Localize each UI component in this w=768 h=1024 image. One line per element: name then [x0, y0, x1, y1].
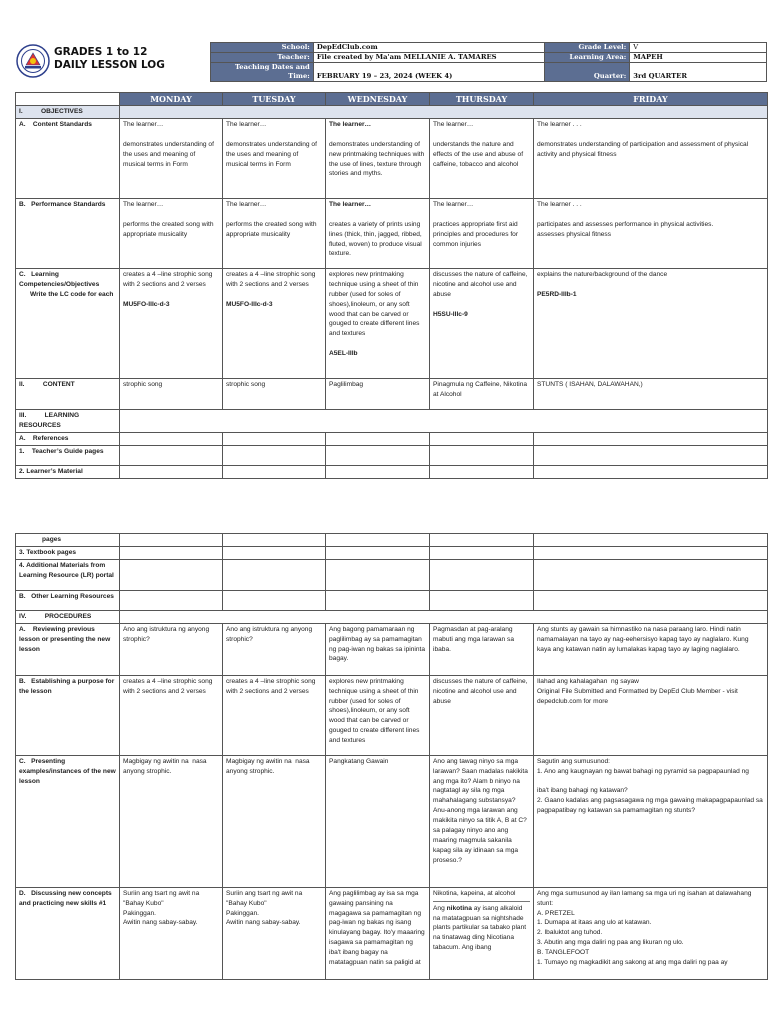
- quarter-label: Quarter:: [545, 63, 630, 82]
- discussing-tue: Suriin ang tsart ng awit na "Bahay Kubo" Pakinggan. Awitin nang sabay-sabay.: [223, 887, 326, 979]
- dates-value: FEBRUARY 19 – 23, 2024 (WEEK 4): [313, 63, 545, 82]
- day-friday: FRIDAY: [534, 93, 768, 106]
- competencies-fri: explains the nature/background of the dance PE5RD-IIIb-1: [534, 268, 768, 378]
- empty-cell: [223, 465, 326, 478]
- content-standards-thu: The learner… understands the nature and effects of the use and abuse of caffeine, tobacco and alcohol: [430, 118, 534, 198]
- reviewing-wed: Ang bagong pamamaraan ng paglilimbag ay sa pamamagitan ng pag-iwan ng bakas sa ipininta bagay.: [326, 623, 430, 675]
- procedures-spacer: [120, 610, 768, 623]
- empty-cell: [430, 559, 534, 590]
- empty-cell: [534, 559, 768, 590]
- teachers-guide-label: 1. Teacher’s Guide pages: [16, 445, 120, 465]
- competencies-tue: creates a 4 –line strophic song with 2 sections and 2 verses MU5FO-IIIc-d-3: [223, 268, 326, 378]
- header-info-table: [210, 42, 767, 82]
- teacher-value: File created by Ma'am MELLANIE A. TAMARES: [313, 53, 545, 63]
- presenting-wed: Pangkatang Gawain: [326, 755, 430, 887]
- content-standards-wed: The learner… demonstrates understanding of new printmaking techniques with the use of lines, texture through stories and myths.: [326, 118, 430, 198]
- empty-cell: [326, 590, 430, 610]
- lesson-log-table-page-1: [15, 92, 768, 479]
- grade-level-label: Grade Level:: [545, 43, 630, 53]
- empty-cell: [223, 546, 326, 559]
- reviewing-thu: Pagmasdan at pag-aralang mabuti ang mga larawan sa ibaba.: [430, 623, 534, 675]
- performance-standards-label: B. Performance Standards: [16, 198, 120, 268]
- title-line-1: GRADES 1 to 12: [54, 46, 148, 58]
- content-standards-fri: The learner . . . demonstrates understanding of participation and assessment of physical activity and physical fitness: [534, 118, 768, 198]
- empty-cell: [534, 432, 768, 445]
- empty-cell: [120, 445, 223, 465]
- empty-cell: [430, 465, 534, 478]
- empty-cell: [120, 432, 223, 445]
- reviewing-mon: Ano ang istruktura ng anyong strophic?: [120, 623, 223, 675]
- empty-cell: [430, 445, 534, 465]
- competencies-wed: explores new printmaking technique using a sheet of thin rubber (used for soles of shoes),linoleum, or any soft wood that can be carved or gouged to create different lines and textures A5EL-IIIb: [326, 268, 430, 378]
- objectives-spacer: [120, 106, 768, 119]
- empty-cell: [223, 590, 326, 610]
- purpose-label: B. Establishing a purpose for the lesson: [16, 675, 120, 755]
- empty-cell: [120, 559, 223, 590]
- purpose-thu: discusses the nature of caffeine, nicotine and alcohol use and abuse: [430, 675, 534, 755]
- competencies-label: C. Learning Competencies/Objectives Write the LC code for each: [16, 268, 120, 378]
- empty-cell: [120, 534, 223, 547]
- competencies-thu: discusses the nature of caffeine, nicotine and alcohol use and abuse H5SU-IIIc-9: [430, 268, 534, 378]
- references-label: A. References: [16, 432, 120, 445]
- empty-cell: [120, 590, 223, 610]
- reviewing-label: A. Reviewing previous lesson or presenting the new lesson: [16, 623, 120, 675]
- empty-cell: [534, 546, 768, 559]
- learning-resources-label: III. LEARNING RESOURCES: [16, 409, 120, 432]
- quarter-value: 3rd QUARTER: [630, 63, 767, 82]
- textbook-pages-label: 3. Textbook pages: [16, 546, 120, 559]
- empty-cell: [430, 590, 534, 610]
- purpose-tue: creates a 4 –line strophic song with 2 sections and 2 verses: [223, 675, 326, 755]
- day-thursday: THURSDAY: [430, 93, 534, 106]
- content-label: II. CONTENT: [16, 378, 120, 409]
- empty-cell: [534, 534, 768, 547]
- procedures-header: IV. PROCEDURES: [16, 610, 120, 623]
- competencies-mon: creates a 4 –line strophic song with 2 sections and 2 verses MU5FO-IIIc-d-3: [120, 268, 223, 378]
- content-fri: STUNTS ( ISAHAN, DALAWAHAN,): [534, 378, 768, 409]
- performance-standards-fri: The learner . . . participates and assesses performance in physical activities. assesses physical fitness: [534, 198, 768, 268]
- empty-cell: [120, 465, 223, 478]
- empty-cell: [326, 559, 430, 590]
- grade-level-value: V: [630, 43, 767, 53]
- day-wednesday: WEDNESDAY: [326, 93, 430, 106]
- lesson-log-table-page-2: [15, 533, 768, 980]
- learning-area-value: MAPEH: [630, 53, 767, 63]
- lc-code-wed: A5EL-IIIb: [329, 350, 358, 358]
- purpose-fri: Ilahad ang kahalagahan ng sayaw Original File Submitted and Formatted by DepEd Club Member - visit depedclub.com for more: [534, 675, 768, 755]
- empty-cell: [534, 590, 768, 610]
- purpose-mon: creates a 4 –line strophic song with 2 sections and 2 verses: [120, 675, 223, 755]
- empty-cell: [223, 534, 326, 547]
- reviewing-tue: Ano ang istruktura ng anyong strophic?: [223, 623, 326, 675]
- discussing-fri: Ang mga sumusunod ay ilan lamang sa mga uri ng isahan at dalawahang stunt: A. PRETZEL 1. Dumapa at itaas ang ulo at katawan. 2. Ibaluktot ang tuhod. 3. Abutin ang mga daliri ng paa ang likuran ng ulo. B. TANGLEFOOT 1. Tumayo ng magkadikit ang sakong at ang mga daliri ng paa ay: [534, 887, 768, 979]
- empty-cell: [430, 432, 534, 445]
- title-line-2: DAILY LESSON LOG: [54, 59, 165, 71]
- day-tuesday: TUESDAY: [223, 93, 326, 106]
- lc-code-fri: PE5RD-IIIb-1: [537, 290, 577, 298]
- content-standards-tue: The learner… demonstrates understanding of the uses and meaning of musical terms in Form: [223, 118, 326, 198]
- other-resources-label: B. Other Learning Resources: [16, 590, 120, 610]
- content-tue: strophic song: [223, 378, 326, 409]
- lc-code-thu: H5SU-IIIc-9: [433, 310, 468, 318]
- empty-cell: [534, 465, 768, 478]
- performance-standards-thu: The learner… practices appropriate first aid principles and procedures for common injuries: [430, 198, 534, 268]
- presenting-mon: Magbigay ng awitin na nasa anyong strophic.: [120, 755, 223, 887]
- deped-seal-logo: [16, 44, 50, 78]
- purpose-wed: explores new printmaking technique using a sheet of thin rubber (used for soles of shoes),linoleum, or any soft wood that can be carved or gouged to create different lines and textures: [326, 675, 430, 755]
- reviewing-fri: Ang stunts ay gawain sa himnastiko na nasa paraang laro. Hindi natin namamalayan na tayo ay nag-eehersisyo kapag tayo ay naglalaro. Kung kaya ang katawan natin ay lumalakas kapag tayo ay laging naglalaro.: [534, 623, 768, 675]
- discussing-thu: Nikotina, kapeina, at alcohol Ang nikotina ay isang alkaloid na matatagpuan sa nightshade plants partikular sa tabako plant na tinatawag ding Nicotiana tabacum. Ang ibang: [430, 887, 534, 979]
- empty-cell: [534, 445, 768, 465]
- empty-cell: [326, 465, 430, 478]
- day-monday: MONDAY: [120, 93, 223, 106]
- empty-cell: [326, 546, 430, 559]
- presenting-thu: Ano ang tawag ninyo sa mga larawan? Saan madalas nakikita ang mga ito? Alam b ninyo na nagtatagl ay sila ng mga mahahalagang substansya? Anu-anong mga larawan ang makikita ninyo sa titik A, B at C? sa palagay ninyo ano ang maaring magmula sakanila kapag sila ay idinaan sa mga proseso.?: [430, 755, 534, 887]
- content-wed: Paglilimbag: [326, 378, 430, 409]
- teacher-label: Teacher:: [211, 53, 314, 63]
- corner-cell: [16, 93, 120, 106]
- discussing-label: D. Discussing new concepts and practicing new skills #1: [16, 887, 120, 979]
- presenting-tue: Magbigay ng awitin na nasa anyong strophic.: [223, 755, 326, 887]
- additional-materials-label: 4. Additional Materials from Learning Resource (LR) portal: [16, 559, 120, 590]
- empty-cell: [326, 432, 430, 445]
- lc-code-tue: MU5FO-IIIc-d-3: [226, 300, 273, 308]
- lc-code-mon: MU5FO-IIIc-d-3: [123, 300, 170, 308]
- empty-cell: [223, 432, 326, 445]
- empty-cell: [430, 546, 534, 559]
- school-value: DepEdClub.com: [313, 43, 545, 53]
- content-mon: strophic song: [120, 378, 223, 409]
- objectives-header: I. OBJECTIVES: [16, 106, 120, 119]
- learning-area-label: Learning Area:: [545, 53, 630, 63]
- discussing-mon: Suriin ang tsart ng awit na "Bahay Kubo" Pakinggan. Awitin nang sabay-sabay.: [120, 887, 223, 979]
- performance-standards-wed: The learner… creates a variety of prints using lines (thick, thin, jagged, ribbed, fluted, woven) to produce visual texture.: [326, 198, 430, 268]
- presenting-fri: Sagutin ang sumusunod: 1. Ano ang kaugnayan ng bawat bahagi ng pyramid sa pagpapaunlad ng iba't ibang bahagi ng katawan? 2. Gaano kadalas ang pagsasagawa ng mga gawaing makapagpapaunlad sa pagpapatibay ng katawan sa pamamagitan ng stunts?: [534, 755, 768, 887]
- empty-cell: [223, 445, 326, 465]
- content-thu: Pinagmula ng Caffeine, Nikotina at Alcohol: [430, 378, 534, 409]
- content-standards-mon: The learner… demonstrates understanding of the uses and meaning of musical terms in Form: [120, 118, 223, 198]
- empty-cell: [120, 546, 223, 559]
- learning-resources-spacer: [120, 409, 768, 432]
- school-label: School:: [211, 43, 314, 53]
- performance-standards-mon: The learner… performs the created song with appropriate musicality: [120, 198, 223, 268]
- pages-label: pages: [16, 534, 120, 547]
- dates-label: Teaching Dates and Time:: [211, 63, 314, 82]
- document-title: [54, 46, 165, 72]
- empty-cell: [326, 534, 430, 547]
- learners-material-label: 2. Learner’s Material: [16, 465, 120, 478]
- presenting-label: C. Presenting examples/instances of the new lesson: [16, 755, 120, 887]
- empty-cell: [223, 559, 326, 590]
- content-standards-label: A. Content Standards: [16, 118, 120, 198]
- performance-standards-tue: The learner… performs the created song with appropriate musicality: [223, 198, 326, 268]
- empty-cell: [326, 445, 430, 465]
- discussing-wed: Ang paglilimbag ay isa sa mga gawaing pansining na magagawa sa pamamagitan ng pag-iwan ng bakas ng isang kinulayang bagay. Ito'y maaaring isagawa sa pamamagitan ng iba't ibang bagay na matatagpuan natin sa paligid at: [326, 887, 430, 979]
- empty-cell: [430, 534, 534, 547]
